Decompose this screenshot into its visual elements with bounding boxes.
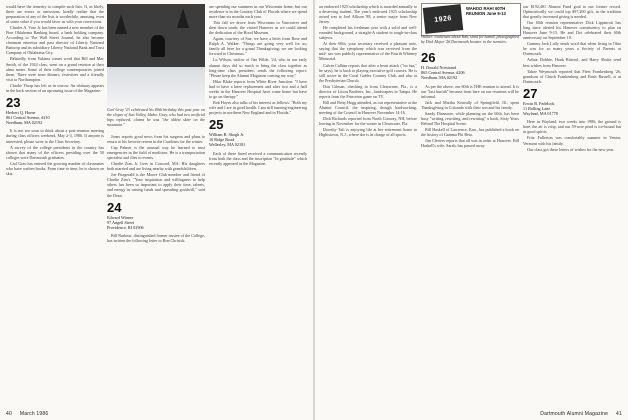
secretary-name: Erwin B. Padelock [523, 100, 555, 106]
paragraph: Charles A. Vose Jr. has been named a new member of the Fine Oklahoma Banking board, a bank holding company. According to The Wall Street Journal, he also became chairman emeritus and past director of Liberty National Bancorp and its subsidiary Liberty National Bank and Trust Company of Oklahoma City. [6, 25, 104, 56]
page-number: 41 [616, 411, 622, 417]
left-page [0, 0, 313, 420]
photo-caption: Carl Gray '23 celebrated his 80th birthday this past year on the slopes of Sun Valley, Idaho. Gray, who had two artificial hips replaced, claims he was "the oldest skier on the mountain." [107, 107, 205, 127]
paragraph: Gummy Jack Lally sends word that when living in Ohio he was for so many years a Society of Parents at Dartmouth. [523, 41, 621, 57]
paragraph: A survey of the college presidents in the country has shown that many of the officers presiding over the 50 colleges were Dartmouth graduates. [6, 144, 104, 160]
paragraph: Bill Barbour, distinguished former trustee of the College, has written the following letter to Ron Chrisick. [107, 233, 205, 244]
page-footer-right [540, 411, 622, 417]
license-plate-stamp: 1926 [423, 4, 464, 34]
paragraph: Dorothy Taft is enjoying life at her retirement home in Hightstown, N.J., where she is in charge of all sports. [319, 127, 417, 138]
address-line: Providence, RI 02906 [107, 224, 144, 230]
column-2 [107, 134, 205, 244]
secretary-name: H. Donald Norstrand [421, 65, 457, 70]
paragraph: Carl Grau has entered the growing number of classmates who have written books. From time to time, he is shown on skis. [6, 160, 104, 176]
column-3 [209, 4, 307, 167]
paragraph: an endowed 1925 scholarship which is awarded annually to a deserving student. The year's endowed 1925 scholarship award was to Joel Allison '88, a senior major from New Jersey. [319, 4, 417, 25]
column-4 [319, 4, 417, 138]
paragraph: would have the temerity to compile such lists. If, as likely, there are errors or omissions, kindly realize that the preparation of any of the lists is worthwhile, amusing, even of some value if you would favor us with your corrections. [6, 4, 104, 25]
issue-date: March 1986 [19, 411, 49, 417]
paragraph: Jack and Martha Keneally of Springfield, Ill., spent Thanksgiving in Colorado with their son and his family. [421, 99, 519, 110]
column-6 [523, 4, 621, 153]
paragraph: Belatedly, from Yakima comes word that Bill and Mac Smith, of the 1924 class, went on a grand reunion at their alma mater. Some of their college contemporaries joined them. There were trout dinners, festivities and a friendly visit to Northampton. [6, 56, 104, 82]
address-line: Wellesley, MA 02181 [209, 142, 246, 148]
paragraph: our $192,481 Alumni Fund goal to our former record. Optimistically we could top $97,200 gift, in the tradition that greatly increased giving is needed. [523, 4, 621, 20]
address-line: Needham, MA 02192 [6, 120, 43, 126]
paragraph: Our class got these letters of wishes for the new year. [527, 146, 615, 152]
tree-shape [115, 14, 127, 34]
paragraph: Jones reports good news from his surgeon and plans to return to his favorite retreat in the Carolines for the winter. [107, 134, 205, 145]
class-year-heading: 27 [523, 85, 538, 101]
paragraph: Hilar Blake reports from White River Junction: "I have had to have a knee replacement and after two and a half weeks in the Hanover Hospital have come home but have to go on therapy." [209, 78, 307, 99]
paragraph: Charlie Zim, Jr. lives in Concord, MA. His daughters both married and are living nearby with grandchildren. [107, 161, 205, 172]
right-page [315, 0, 628, 420]
class-year-heading: 25 [209, 116, 224, 132]
paragraph: Bill and Betty Hogg attended, as our representative at the Alumni Council, the inspiring, though hardworking, meeting of the Council in Hanover November 14-16. [319, 99, 417, 115]
paragraph: Calvin Calhim reports that after a heart attack ("no fun," he says), he is back to playing executive golf courses. He is still active in the Coral Gables Country Club, and also at the Presbyterian Church. [319, 62, 417, 83]
paragraph: Sandy Dinsmore, while planning on the 60th, has been busy "writing, rewriting, and rewriting" a book, Sixty Years Behind The Hospital Scene. [421, 110, 519, 126]
plate-caption: Walker: exuberant about Rah, slant for humid, photographed by Dick Major '26 Dartmouth booster in the twenties. [421, 34, 519, 44]
paragraph: Dick Richards reported from North Conway, NH, before leaving in November for the winter in Clearwater, Fla. [319, 115, 417, 127]
paragraph: Don Gilman, checking in from Clearwater, Fla., is a director of Litton Brothers, Inc., landscapers in Tampa. He reports from the Princeton game on TV. [319, 83, 417, 99]
address-line: Needham, MA 02192 [421, 75, 458, 81]
class-year-heading: 26 [421, 50, 436, 65]
secretary-name: William B. Skogh Jr. [209, 131, 245, 137]
secretary-name: Herbert Q. Horne [6, 109, 36, 115]
paragraph: Our 60th reunion representative Dick Lippincott has long since alerted his Hanover constituency to plan on Hanover June 9-13. He and Dot celebrated their 60th anniversary on September 10. [523, 20, 621, 41]
tree-shape [177, 8, 189, 28]
page-number: 40 [6, 411, 12, 417]
reunion-headline: WAHOO RAH! 60TH REUNION June 9-13 [466, 6, 506, 16]
page-footer-left [6, 411, 48, 417]
paragraph: Here in Wayland, two weeks into 1986, the ground is bare, the air is crisp, and our 59-acre pond is ice-bound but in good spirits. [523, 119, 621, 135]
paragraph: Bob Hayes also talks of his interest as follows: "Both my wife and I are in good health. I am still running engineering projects in northern New England and in Florida." [209, 99, 307, 115]
secretary-address [421, 65, 519, 81]
paragraph: are spending our summers in our Wisconsin home, but our residence is in the Country Club of Florida where we spend more than six months each year. [209, 4, 307, 20]
skier-photo [107, 4, 205, 106]
paragraph: At their 60th, your secretary received a pleasant note, saying that the symphony which was received from the mid- sax was publicly representative of the Fourth Whitney Memorial. [319, 41, 417, 62]
address-line: Wayland, MA 01778 [523, 111, 558, 117]
reunion-plate-photo [421, 3, 521, 36]
secretary-address [6, 110, 104, 126]
address-line: 865 Central Avenue, #206 [421, 70, 465, 76]
secretary-address [523, 101, 621, 117]
paragraph: Joe Fitzgerald is the Moore Club member and friend of Charlie Zim's. "Your inspiration and willingness to help others has been so important to apply their time, talents, and energy in raising funds and spreading goodwill," said the Dean. [107, 172, 205, 198]
column-5 [421, 48, 519, 149]
paragraph: Tahoe Weymouth reported that Fleet Frankenberg '26, grandson of Chuck Frankenberg and Rush Russell, is at Dartmouth. [523, 68, 621, 84]
paragraph: Lu Wilson, widow of Jim Wilde, '24, who in our early alumni days did so much to bring the class together as long-time class president, sends the following report: "Please keep the Alumni Magazine coming my way." [209, 57, 307, 78]
paragraph: This fall we drove from Wisconsin to Vancouver and then down south; the visited Hanover as we could attend the dedication of the Hood Museum. [209, 20, 307, 36]
secretary-address [107, 215, 205, 231]
paragraph: Again, courtesy of Sue, we have a letter from Rose and Ralph A. Walker. "Things are going very well for us; family all here for a grand Thanksgiving; we are looking forward to Christmas." [209, 36, 307, 57]
paragraph: He completed his freshman year with a solid and well-rounded background, a straight-A student in tough-in-class subjects. [319, 25, 417, 41]
class-year-heading: 24 [107, 199, 122, 215]
skier-figure [151, 35, 165, 57]
paragraph: It is not too soon to think about a post-reunion meeting during class officers weekend, May 2-3, 1986. If anyone is interested, please write to the Class Secretary. [6, 128, 104, 144]
secretary-name: Edward Winner [107, 214, 134, 220]
paragraph: Cap Palmer is the unusual way he learned to trust emergencies in the field of medicine. He is a transportation specialist and flies to events. [107, 145, 205, 161]
magazine-name: Dartmouth Alumni Magazine [540, 411, 609, 417]
address-line: 11 Rolling Lane [523, 105, 551, 111]
paragraph: Bill Haskell of Lawrence, Kan., has published a book on the history of Gamma Phi Beta. [421, 126, 519, 138]
address-line: 16 Ridge Road [209, 137, 235, 143]
address-line: 97 Angell Street [107, 219, 135, 225]
paragraph: Jim Cleaves reports that all was in order at Hanover. Bill Haskell's wife, Sarah, has passed away. [421, 138, 519, 149]
column-1 [6, 4, 104, 177]
class-year-heading: 23 [6, 94, 21, 110]
address-line: 861 Central Avenue, #210 [6, 115, 50, 120]
snow-slope [107, 67, 205, 106]
paragraph: Fritz Fullerton was comfortably summer in Ventor, Vermont with his family. [523, 135, 621, 146]
paragraph: Arthur Dobbie, Hank Bitterol, and Harry Shulte send best wishes from Hanover. [523, 57, 621, 68]
paragraph: Each of these listed received a communication recently from both the class and the inscription "In gratitude" which recently appeared in the Magazine. [209, 150, 307, 166]
paragraph: As per the above, our 60th is THE reunion to attend. It is our "last hurrah" because from here on our reunions will be informal. [421, 83, 519, 99]
secretary-address [209, 132, 307, 148]
paragraph: Charlie Thorp has left us in sorrow. An obituary appears in the back section of an upcoming issue of the Magazine. [6, 82, 104, 93]
